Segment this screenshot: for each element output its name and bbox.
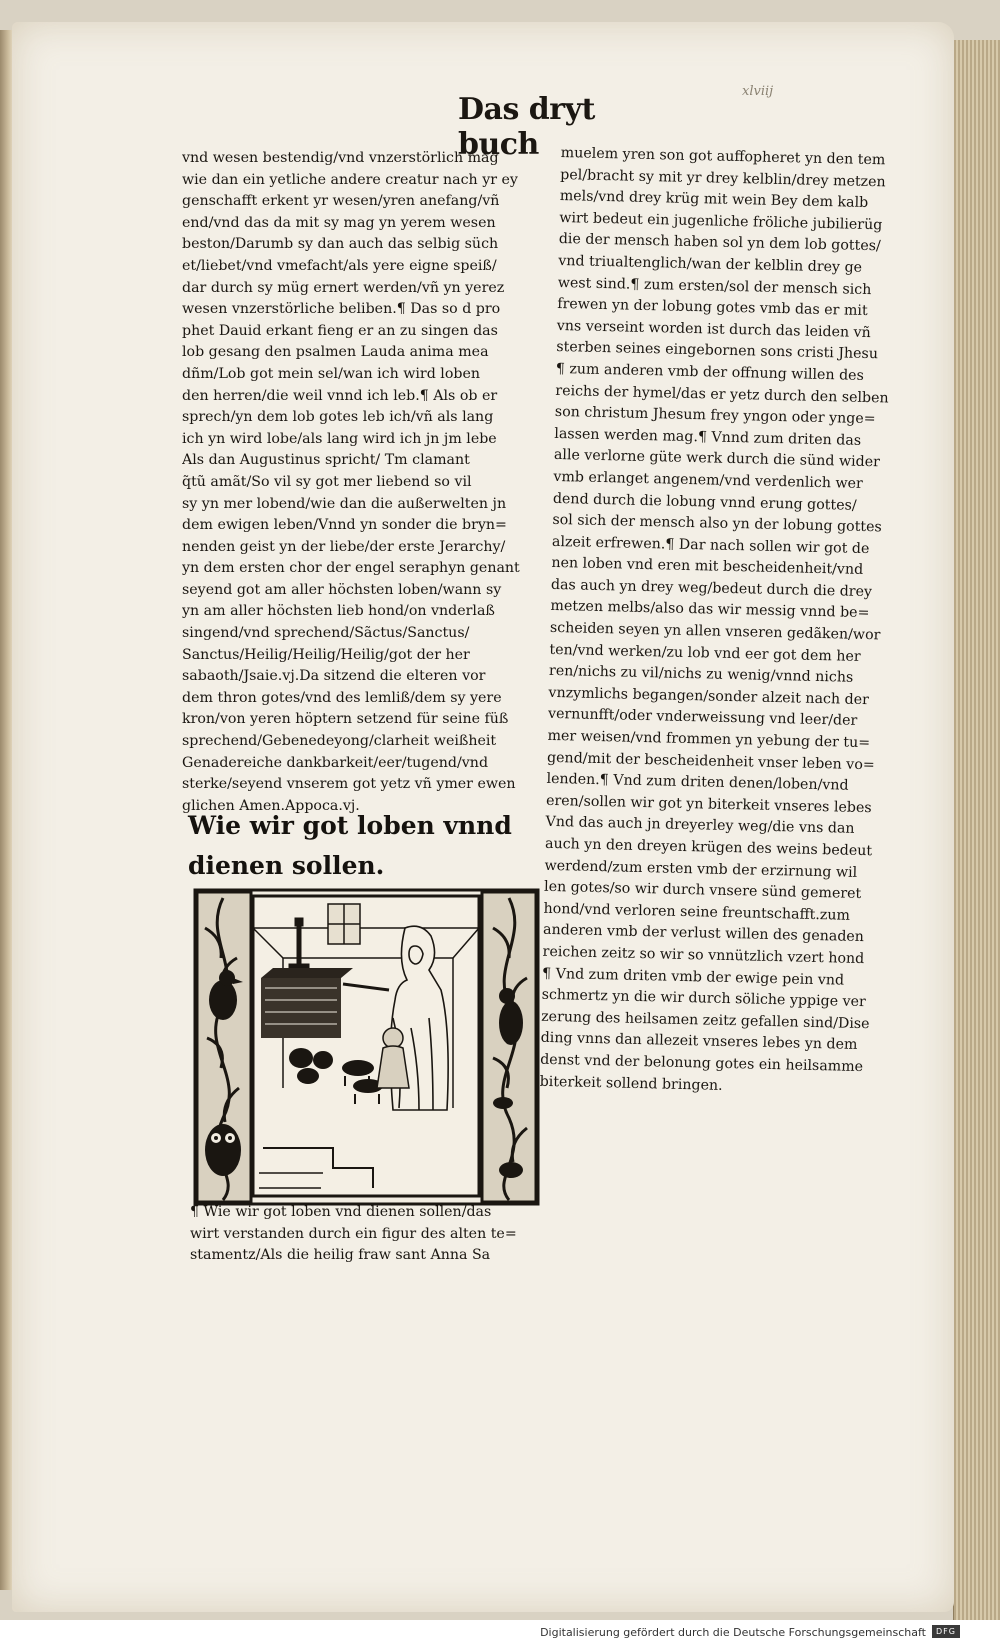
- text-line: dend durch die lobung vnnd erung gottes/: [552, 490, 857, 514]
- text-line: eren/sollen wir got yn biterkeit vnseres lebes: [545, 792, 872, 817]
- text-line: das auch yn drey weg/bedeut durch die drey: [550, 576, 873, 601]
- owl-figure: [205, 1124, 241, 1176]
- text-line: q̃tũ amãt/So vil sy got mer liebend so vil: [182, 473, 472, 490]
- text-line: reichen zeitz so wir so vnnützlich vzert hond: [542, 943, 865, 968]
- text-line: seyend got am aller höchsten loben/wann sy: [182, 581, 502, 598]
- text-line: vns verseint worden ist durch das leiden vñ: [556, 317, 871, 341]
- text-line: sy yn mer lobend/wie dan die außerwelten jn: [182, 495, 507, 512]
- text-line: wie dan ein yetliche andere creatur nach yr ey: [182, 171, 518, 188]
- text-line: yn dem ersten chor der engel seraphyn genant: [182, 560, 520, 577]
- text-line: anderen vmb der verlust willen des genaden: [542, 922, 865, 946]
- text-line: hond/vnd verloren seine freuntschafft.zum: [543, 900, 851, 924]
- text-line: vnzymlichs begangen/sonder alzeit nach der: [548, 684, 870, 708]
- text-line: biterkeit sollend bringen.: [539, 1073, 723, 1094]
- text-line: dñm/Lob got mein sel/wan ich wird loben: [182, 365, 480, 382]
- text-line: vnd triualtenglich/wan der kelblin drey ge: [558, 252, 863, 276]
- text-line: alle verlorne güte werk durch die sünd wider: [553, 447, 881, 471]
- woodcut-caption: [190, 1202, 550, 1267]
- text-line: west sind.¶ zum ersten/sol der mensch sich: [557, 274, 872, 298]
- text-line: scheiden seyen yn allen vnseren gedãken/wor: [549, 619, 881, 644]
- right-page-stack: [953, 40, 1000, 1620]
- text-line: vnd wesen bestendig/vnd vnzerstörlich mag: [182, 150, 499, 166]
- caption-line: ¶ Wie wir got loben vnd dienen sollen/das: [190, 1204, 492, 1220]
- text-line: sprech/yn dem lob gotes leb ich/vñ als lang: [182, 409, 494, 426]
- text-line: ding vnns dan allezeit vnseres lebes yn dem: [540, 1030, 858, 1054]
- text-line: wesen vnzerstörliche beliben.¶ Das so d pro: [182, 301, 501, 318]
- text-line: singend/vnd sprechend/Sãctus/Sanctus/: [182, 625, 470, 642]
- text-line: gend/mit der bescheidenheit vnser leben vo=: [546, 749, 875, 773]
- section-heading-line: dienen sollen.: [188, 851, 385, 880]
- text-line: schmertz yn die wir durch söliche yppige ver: [541, 986, 866, 1011]
- section-heading-line: Wie wir got loben vnnd: [188, 811, 512, 840]
- text-line: ren/nichs zu vil/nichs zu wenig/vnnd nichs: [548, 663, 854, 687]
- text-line: sprechend/Gebenedeyong/clarheit weißheit: [182, 733, 497, 750]
- text-line: den herren/die weil vnnd ich leb.¶ Als ob er: [182, 387, 498, 404]
- text-line: lassen werden mag.¶ Vnnd zum driten das: [554, 425, 862, 449]
- text-line: zerung des heilsamen zeitz gefallen sind/Dise: [540, 1008, 870, 1032]
- text-line: genschafft erkent yr wesen/yren anefang/vñ: [182, 193, 500, 210]
- text-line: wirt bedeut ein jugenliche fröliche jubilierüg: [559, 209, 883, 234]
- text-line: len gotes/so wir durch vnsere sünd gemeret: [543, 878, 862, 903]
- text-line: nenden geist yn der liebe/der erste Jerarchy/: [182, 538, 506, 555]
- text-line: sol sich der mensch also yn der lobung gottes: [552, 511, 882, 536]
- text-line: Vnd das auch jn dreyerley weg/die vns dan: [545, 814, 855, 838]
- text-line: glichen Amen.Appoca.vj.: [182, 797, 360, 814]
- running-head: Das dryt buch: [458, 92, 595, 162]
- text-line: end/vnd das da mit sy mag yn yerem wesen: [182, 214, 496, 231]
- text-line: muelem yren son got auffopheret yn den tem: [560, 144, 886, 169]
- text-line: Genadereiche dankbarkeit/eer/tugend/vnd: [182, 754, 489, 771]
- left-text-column: [182, 148, 544, 817]
- woodcut-image: [193, 888, 540, 1206]
- text-line: sterke/seyend vnserem got yetz vñ ymer ewen: [182, 776, 516, 793]
- text-line: lob gesang den psalmen Lauda anima mea: [182, 344, 489, 361]
- text-line: die der mensch haben sol yn dem lob gottes/: [558, 231, 881, 255]
- text-line: dem thron gotes/vnd des lemliß/dem sy yere: [182, 689, 502, 706]
- footer-credit: Digitalisierung gefördert durch die Deutsche Forschungsgemeinschaft: [540, 1626, 926, 1639]
- altar: [261, 968, 353, 1038]
- text-line: alzeit erfrewen.¶ Dar nach sollen wir got de: [551, 533, 870, 557]
- text-line: ¶ Vnd zum driten vmb der ewige pein vnd: [541, 965, 845, 989]
- text-line: nen loben vnd eren mit bescheidenheit/vnd: [551, 555, 864, 579]
- text-line: pel/bracht sy mit yr drey kelblin/drey metzen: [560, 166, 886, 190]
- text-line: werdend/zum ersten vmb der erzirnung wil: [544, 857, 858, 881]
- text-line: dar durch sy müg ernert werden/vñ yn yerez: [182, 279, 505, 296]
- woodcut-illustration: [193, 888, 540, 1206]
- text-line: auch yn den dreyen krügen des weins bedeut: [544, 835, 873, 860]
- text-line: vmb erlanget angenem/vnd verdenlich wer: [553, 468, 863, 492]
- text-line: ¶ zum anderen vmb der offnung willen des: [555, 360, 865, 384]
- dfg-logo: DFG: [932, 1625, 960, 1638]
- text-line: et/liebet/vnd vmefacht/als yere eigne speiß/: [182, 257, 497, 274]
- text-line: ich yn wird lobe/als lang wird ich jn jm lebe: [182, 430, 497, 447]
- text-line: metzen melbs/also das wir messig vnnd be=: [550, 598, 870, 622]
- folio-number: xlviij: [742, 84, 774, 99]
- section-heading: [188, 806, 548, 886]
- text-line: denst vnd der belonung gotes ein heilsamme: [540, 1051, 864, 1076]
- text-line: dem ewigen leben/Vnnd yn sonder die bryn=: [182, 517, 507, 534]
- text-line: frewen yn der lobung gotes vmb das er mit: [557, 296, 868, 320]
- text-line: yn am aller höchsten lieb hond/on vnderlaß: [182, 603, 495, 620]
- right-text-column: [539, 143, 904, 1101]
- text-line: sabaoth/Jsaie.vj.Da sitzend die elteren vor: [182, 668, 486, 685]
- text-line: vernunfft/oder vnderweissung vnd leer/der: [547, 706, 858, 730]
- text-line: ten/vnd werken/zu lob vnd eer got dem her: [549, 641, 861, 665]
- text-line: son christum Jhesum frey yngon oder ynge=: [554, 404, 876, 428]
- text-line: phet Dauid erkant fieng er an zu singen das: [182, 322, 498, 339]
- text-line: lenden.¶ Vnd zum driten denen/loben/vnd: [546, 771, 849, 794]
- window: [328, 904, 360, 944]
- text-line: kron/von yeren höptern setzend für seine füß: [182, 711, 509, 728]
- caption-line: stamentz/Als die heilig fraw sant Anna Sa: [190, 1247, 491, 1264]
- right-foliage-border: [482, 892, 536, 1202]
- caption-line: wirt verstanden durch ein figur des alten te=: [190, 1225, 517, 1242]
- text-line: sterben seines eingebornen sons cristi Jhesu: [556, 339, 879, 363]
- text-line: beston/Darumb sy dan auch das selbig süch: [182, 236, 499, 253]
- text-line: Als dan Augustinus spricht/ Tm clamant: [182, 452, 470, 469]
- text-line: mels/vnd drey krüg mit wein Bey dem kalb: [559, 188, 869, 212]
- text-line: mer weisen/vnd frommen yn yebung der tu=: [547, 727, 871, 752]
- text-line: reichs der hymel/das er yetz durch den selben: [555, 382, 889, 407]
- text-line: Sanctus/Heilig/Heilig/Heilig/got der her: [182, 646, 470, 663]
